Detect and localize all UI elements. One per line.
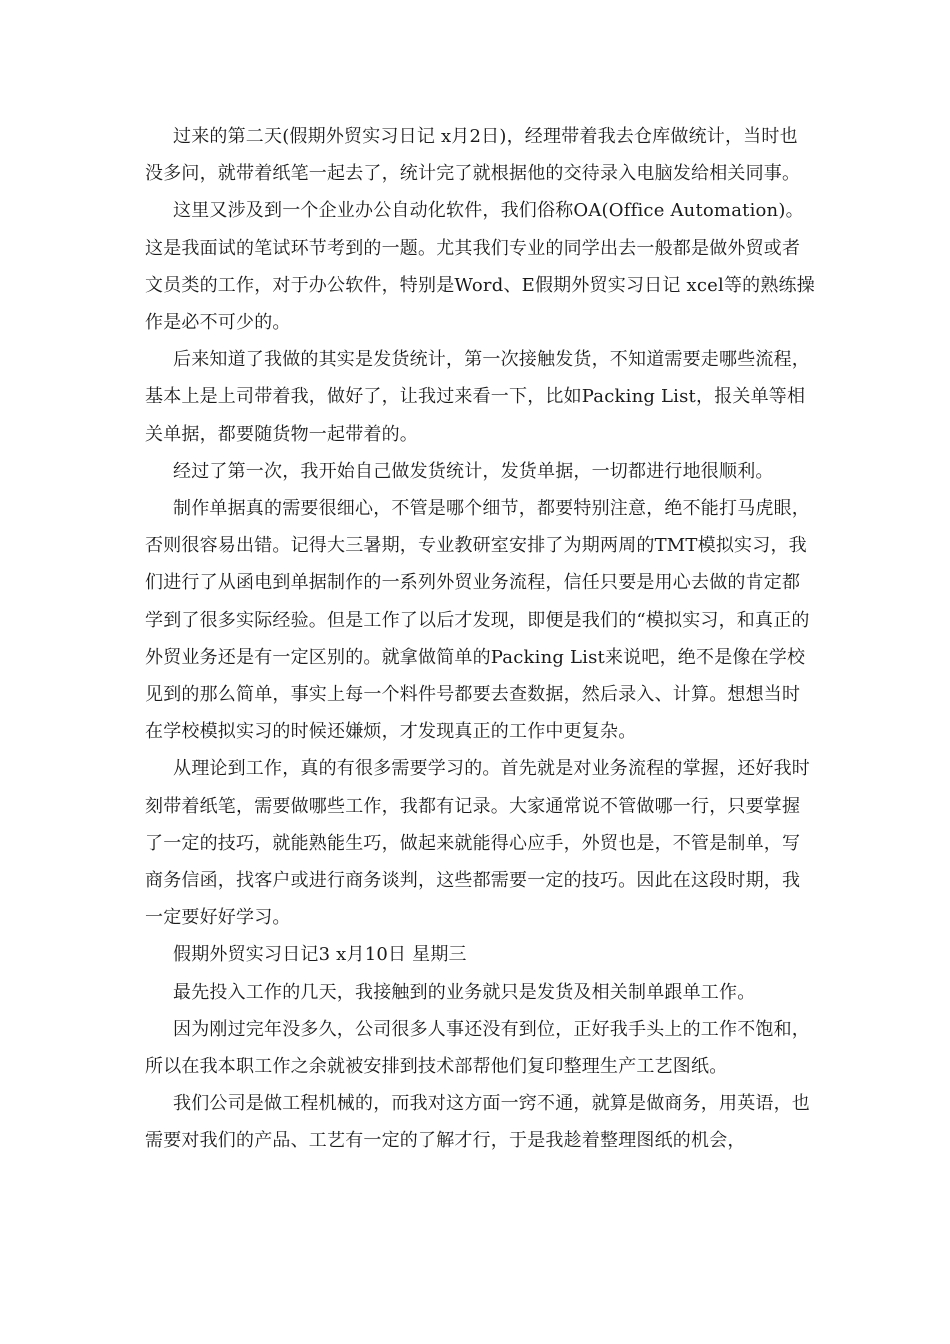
paragraph: 过来的第二天(假期外贸实习日记 x月2日)，经理带着我去仓库做统计，当时也没多问，就带着纸笔一起去了，统计完了就根据他的交待录入电脑发给相关同事。 (145, 126, 801, 185)
diary-heading: 假期外贸实习日记3 x月10日 星期三 (173, 944, 467, 966)
paragraph: 后来知道了我做的其实是发货统计，第一次接触发货，不知道需要走哪些流程，基本上是上司带着我，做好了，让我过来看一下，比如Packing List，报关单等相关单据，都要随货物一起带着的。 (145, 349, 810, 445)
paragraph: 经过了第一次，我开始自己做发货统计，发货单据，一切都进行地很顺利。 (173, 460, 774, 482)
document-body (145, 118, 815, 1160)
paragraph: 这里又涉及到一个企业办公自动化软件，我们俗称OA(Office Automation)。这是我面试的笔试环节考到的一题。尤其我们专业的同学出去一般都是做外贸或者文员类的工作，对于办公软件，特别是Word、E假期外贸实习日记 xcel等的熟练操作是必不可少的。 (145, 200, 815, 334)
paragraph: 从理论到工作，真的有很多需要学习的。首先就是对业务流程的掌握，还好我时刻带着纸笔，需要做哪些工作，我都有记录。大家通常说不管做哪一行，只要掌握了一定的技巧，就能熟能生巧，做起来就能得心应手，外贸也是，不管是制单，写商务信函，找客户或进行商务谈判，这些都需要一定的技巧。因此在这段时期，我一定要好好学习。 (145, 758, 810, 929)
paragraph: 制作单据真的需要很细心，不管是哪个细节，都要特别注意，绝不能打马虎眼，否则很容易出错。记得大三暑期，专业教研室安排了为期两周的TMT模拟实习，我们进行了从函电到单据制作的一系列外贸业务流程，信任只要是用心去做的肯定都学到了很多实际经验。但是工作了以后才发现，即便是我们的“模拟实习，和真正的外贸业务还是有一定区别的。就拿做简单的Packing List来说吧，绝不是像在学校见到的那么简单，事实上每一个料件号都要去查数据，然后录入、计算。想想当时在学校模拟实习的时候还嫌烦，才发现真正的工作中更复杂。 (145, 498, 810, 743)
paragraph: 我们公司是做工程机械的，而我对这方面一窍不通，就算是做商务，用英语，也需要对我们的产品、工艺有一定的了解才行，于是我趁着整理图纸的机会， (145, 1093, 810, 1152)
paragraph: 最先投入工作的几天，我接触到的业务就只是发货及相关制单跟单工作。 (173, 981, 756, 1003)
paragraph: 因为刚过完年没多久，公司很多人事还没有到位，正好我手头上的工作不饱和，所以在我本职工作之余就被安排到技术部帮他们复印整理生产工艺图纸。 (145, 1018, 810, 1078)
